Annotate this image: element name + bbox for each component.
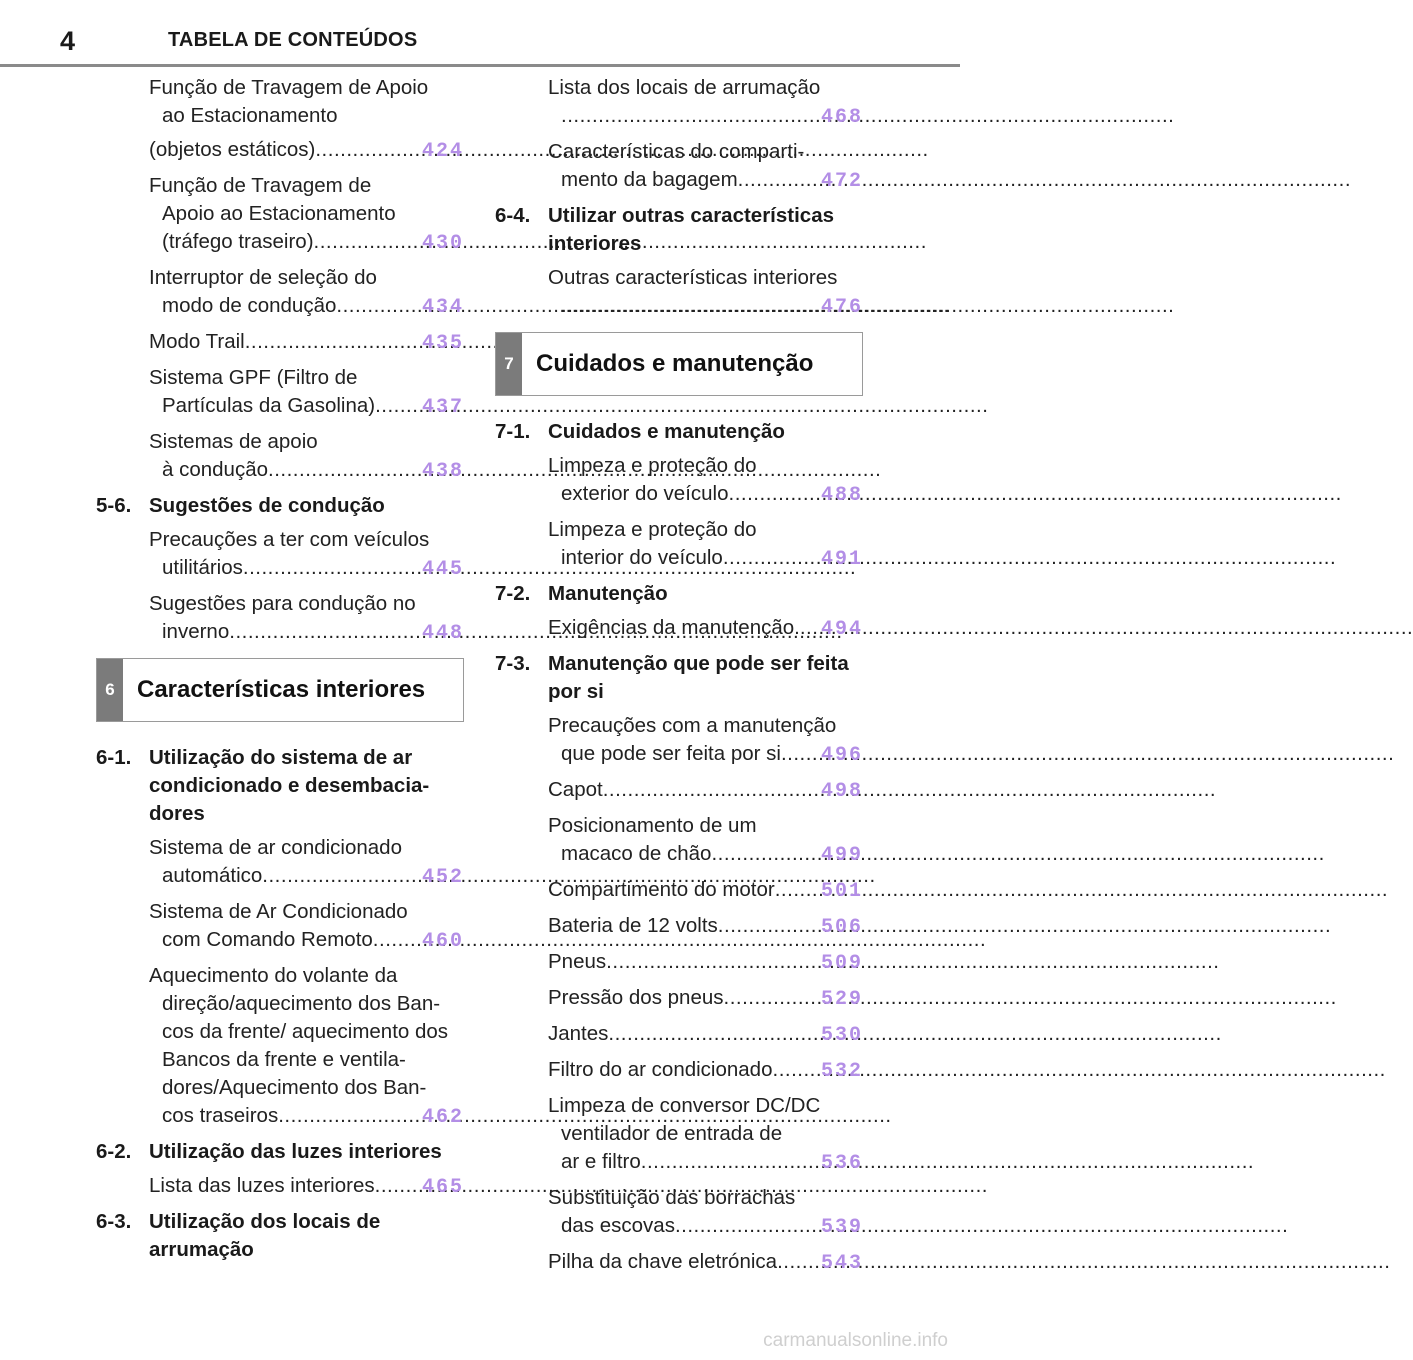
toc-page-link[interactable]: 530	[820, 1024, 863, 1047]
dot-leader	[603, 776, 821, 804]
toc-entry-text: Aquecimento do volante da	[149, 964, 398, 987]
toc-page-link[interactable]: 472	[820, 170, 863, 193]
dot-leader	[561, 292, 821, 320]
toc-page-link[interactable]: 501	[820, 880, 863, 903]
toc-entry-text: (tráfego traseiro)	[162, 230, 314, 253]
toc-entry[interactable]	[495, 516, 863, 574]
toc-page-link[interactable]: 452	[421, 866, 464, 889]
toc-page-link[interactable]: 509	[820, 952, 863, 975]
toc-entry-text: Substituição das borrachas	[548, 1186, 796, 1209]
section-number: 7-3.	[495, 652, 531, 675]
toc-entry-text: Sistema de Ar Condicionado	[149, 900, 408, 923]
toc-entry-text: Exigências da manutenção.	[548, 616, 800, 639]
toc-entry[interactable]	[495, 812, 863, 870]
toc-entry-text: interior do veículo	[561, 546, 723, 569]
footer-watermark: carmanualsonline.info	[763, 1330, 948, 1351]
toc-entry-text: Capot	[548, 778, 603, 801]
toc-entry-text: que pode ser feita por si	[561, 742, 781, 765]
toc-entry-text: Lista das luzes interiores	[149, 1174, 375, 1197]
dot-leader	[711, 840, 821, 868]
toc-page-link[interactable]: 468	[820, 106, 863, 129]
chapter-number-tab: 7	[496, 333, 522, 395]
dot-leader	[781, 740, 821, 768]
dot-leader	[800, 614, 821, 642]
toc-entry-text: Compartimento do motor	[548, 878, 775, 901]
chapter-banner-6	[96, 658, 464, 722]
toc-entry-text: Lista dos locais de arrumação	[548, 76, 821, 99]
entry-group-7-2	[495, 614, 863, 644]
dot-leader	[375, 392, 422, 420]
toc-page-link[interactable]: 506	[820, 916, 863, 939]
toc-page-link[interactable]: 460	[421, 930, 464, 953]
entry-group-6-2	[96, 1172, 464, 1202]
section-heading-6-2	[96, 1138, 464, 1166]
toc-entry-text: Características do comparti-	[548, 140, 805, 163]
dot-leader	[315, 136, 422, 164]
chapter-title: Cuidados e manutenção	[536, 350, 814, 377]
toc-entry-text: (objetos estáticos)	[149, 138, 316, 161]
toc-entry[interactable]	[96, 328, 464, 358]
toc-entry[interactable]	[96, 526, 464, 584]
section-number: 6-4.	[495, 204, 531, 227]
section-title: Manutenção que pode ser feita por si	[548, 652, 849, 703]
toc-entry-text: Sugestões para condução no	[149, 592, 416, 615]
dot-leader	[608, 1020, 821, 1048]
toc-entry-text: direção/aquecimento dos Ban-	[162, 992, 441, 1015]
section-heading-7-2	[495, 580, 863, 608]
toc-page-link[interactable]: 532	[820, 1060, 863, 1083]
toc-entry[interactable]	[495, 776, 863, 806]
dot-leader	[314, 228, 422, 256]
entry-group-7-1	[495, 452, 863, 574]
toc-entry[interactable]	[96, 898, 464, 956]
toc-page-link[interactable]: 536	[820, 1152, 863, 1175]
toc-page-link[interactable]: 448	[421, 622, 464, 645]
toc-entry[interactable]	[495, 948, 863, 978]
dot-leader	[561, 102, 821, 130]
section-heading-6-3	[96, 1208, 464, 1264]
toc-entry[interactable]	[96, 962, 464, 1132]
toc-page-link[interactable]: 437	[421, 396, 464, 419]
chapter-title: Características interiores	[137, 676, 426, 703]
toc-entry-text: Limpeza de conversor DC/DC	[548, 1094, 821, 1117]
toc-entry-text: Partículas da Gasolina)	[162, 394, 376, 417]
header-divider	[0, 64, 960, 67]
toc-entry-text: Pneus	[548, 950, 607, 973]
section-number: 6-3.	[96, 1210, 132, 1233]
section-number: 7-1.	[495, 420, 531, 443]
toc-entry[interactable]	[96, 136, 464, 166]
toc-entry[interactable]	[96, 364, 464, 422]
section-heading-6-1	[96, 744, 464, 828]
toc-entry-text: Pressão dos pneus	[548, 986, 724, 1009]
dot-leader	[775, 876, 821, 904]
toc-entry-text: Precauções a ter com veículos	[149, 528, 430, 551]
dot-leader	[641, 1148, 821, 1176]
toc-entry[interactable]	[495, 1092, 863, 1178]
page-number: 4	[60, 26, 76, 56]
dot-leader	[724, 984, 821, 1012]
section-heading-7-1	[495, 418, 863, 446]
toc-page-link[interactable]: 488	[820, 484, 863, 507]
toc-entry-text: cos traseiros	[162, 1104, 279, 1127]
toc-page-link[interactable]: 445	[421, 558, 464, 581]
toc-entry-text: Sistema de ar condicionado	[149, 836, 402, 859]
toc-page-link[interactable]: 494	[820, 618, 863, 641]
toc-entry-text: modo de condução	[162, 294, 337, 317]
toc-entry-text: Limpeza e proteção do	[548, 454, 757, 477]
toc-entry-text: à condução	[162, 458, 269, 481]
section-number: 5-6.	[96, 494, 132, 517]
toc-entry-text: macaco de chão	[561, 842, 712, 865]
toc-entry-text: ao Estacionamento	[162, 104, 338, 127]
dot-leader	[718, 912, 821, 940]
toc-entry[interactable]	[96, 74, 464, 130]
dot-leader	[268, 456, 422, 484]
section-title: Utilização das luzes interiores	[149, 1140, 442, 1163]
dot-leader	[229, 618, 422, 646]
toc-entry-text: mento da bagagem	[561, 168, 738, 191]
toc-entry-text: com Comando Remoto	[162, 928, 373, 951]
toc-entry-text: Posicionamento de um	[548, 814, 757, 837]
entry-group-7-3	[495, 712, 863, 1278]
dot-leader	[336, 292, 422, 320]
toc-entry-text: das escovas	[561, 1214, 675, 1237]
toc-entry-text: ventilador de entrada de	[561, 1122, 783, 1145]
toc-entry-text: exterior do veículo	[561, 482, 729, 505]
toc-entry[interactable]	[495, 984, 863, 1014]
toc-entry[interactable]	[495, 1248, 863, 1278]
dot-leader	[606, 948, 821, 976]
section-number: 7-2.	[495, 582, 531, 605]
toc-entry[interactable]	[96, 264, 464, 322]
toc-entry-text: Modo Trail	[149, 330, 245, 353]
toc-entry[interactable]	[495, 1056, 863, 1086]
toc-page-link[interactable]: 543	[820, 1252, 863, 1275]
toc-entry[interactable]	[495, 912, 863, 942]
toc-page-link[interactable]: 462	[421, 1106, 464, 1129]
dot-leader	[675, 1212, 821, 1240]
section-title: Sugestões de condução	[149, 494, 385, 517]
section-heading-7-3	[495, 650, 863, 706]
section-heading-6-4	[495, 202, 863, 258]
section-heading-5-6	[96, 492, 464, 520]
toc-entry[interactable]	[495, 264, 863, 322]
toc-entry-text: inverno	[162, 620, 230, 643]
toc-entry-text: Sistema GPF (Filtro de	[149, 366, 358, 389]
toc-page-link[interactable]: 435	[421, 332, 464, 355]
dot-leader	[729, 480, 821, 508]
entry-group-left-top	[96, 74, 464, 486]
toc-page-link[interactable]: 476	[820, 296, 863, 319]
dot-leader	[262, 862, 422, 890]
toc-entry-text: Sistemas de apoio	[149, 430, 318, 453]
toc-page-link[interactable]: 434	[421, 296, 464, 319]
toc-page-link[interactable]: 496	[820, 744, 863, 767]
toc-page-link[interactable]: 491	[820, 548, 863, 571]
toc-entry-text: cos da frente/ aquecimento dos	[162, 1020, 449, 1043]
toc-page-link[interactable]: 465	[421, 1176, 464, 1199]
toc-entry-text: Apoio ao Estacionamento	[162, 202, 396, 225]
toc-entry[interactable]	[495, 74, 863, 132]
toc-entry[interactable]	[495, 876, 863, 906]
section-title: Utilização do sistema de ar condicionado e desembacia-dores	[149, 746, 430, 825]
toc-column-left	[96, 74, 464, 1270]
section-title: Manutenção	[548, 582, 668, 605]
entry-group-6-4	[495, 264, 863, 322]
dot-leader	[773, 1056, 821, 1084]
section-number: 6-2.	[96, 1140, 132, 1163]
toc-entry[interactable]	[96, 590, 464, 648]
chapter-banner-7	[495, 332, 863, 396]
toc-entry-text: Precauções com a manutenção	[548, 714, 837, 737]
entry-group-5-6	[96, 526, 464, 648]
toc-entry-text: automático	[162, 864, 263, 887]
toc-entry[interactable]	[495, 1184, 863, 1242]
section-title: Utilizar outras características interiores	[548, 204, 834, 255]
dot-leader	[777, 1248, 821, 1276]
toc-entry[interactable]	[495, 712, 863, 770]
dot-leader	[245, 328, 422, 356]
toc-column-right	[495, 74, 863, 1284]
toc-entry[interactable]	[495, 614, 863, 644]
chapter-number-tab: 6	[97, 659, 123, 721]
toc-entry-text: Interruptor de seleção do	[149, 266, 377, 289]
page-title: TABELA DE CONTEÚDOS	[168, 29, 418, 51]
toc-page-link[interactable]: 438	[421, 460, 464, 483]
toc-entry-text: Filtro do ar condicionado	[548, 1058, 773, 1081]
dot-leader	[278, 1102, 422, 1130]
toc-entry-text: Função de Travagem de Apoio	[149, 76, 429, 99]
toc-entry[interactable]	[495, 452, 863, 510]
toc-page-link[interactable]: 430	[421, 232, 464, 255]
toc-entry[interactable]	[96, 428, 464, 486]
entry-group-right-top	[495, 74, 863, 196]
toc-page-link[interactable]: 529	[820, 988, 863, 1011]
dot-leader	[243, 554, 422, 582]
section-number: 6-1.	[96, 746, 132, 769]
toc-page-link[interactable]: 498	[820, 780, 863, 803]
toc-entry-text: Outras características interiores	[548, 266, 838, 289]
toc-entry-text: utilitários	[162, 556, 243, 579]
toc-entry-text: Jantes	[548, 1022, 609, 1045]
toc-page-link[interactable]: 424	[421, 140, 464, 163]
toc-entry[interactable]	[96, 834, 464, 892]
dot-leader	[373, 926, 422, 954]
dot-leader	[738, 166, 821, 194]
section-title: Utilização dos locais de arrumação	[149, 1210, 381, 1261]
toc-entry-text: Função de Travagem de	[149, 174, 372, 197]
toc-entry-text: Bateria de 12 volts	[548, 914, 718, 937]
toc-entry-text: Pilha da chave eletrónica	[548, 1250, 778, 1273]
toc-page-link[interactable]: 539	[820, 1216, 863, 1239]
dot-leader	[723, 544, 821, 572]
toc-entry-text: ar e filtro	[561, 1150, 641, 1173]
toc-page-link[interactable]: 499	[820, 844, 863, 867]
entry-group-6-1	[96, 834, 464, 1132]
section-title: Cuidados e manutenção	[548, 420, 785, 443]
toc-entry[interactable]	[495, 138, 863, 196]
toc-entry[interactable]	[96, 172, 464, 258]
toc-entry-text: Limpeza e proteção do	[548, 518, 757, 541]
toc-entry-text: Bancos da frente e ventila-	[162, 1048, 406, 1071]
toc-entry-text: dores/Aquecimento dos Ban-	[162, 1076, 427, 1099]
toc-entry[interactable]	[96, 1172, 464, 1202]
toc-entry[interactable]	[495, 1020, 863, 1050]
dot-leader	[375, 1172, 422, 1200]
